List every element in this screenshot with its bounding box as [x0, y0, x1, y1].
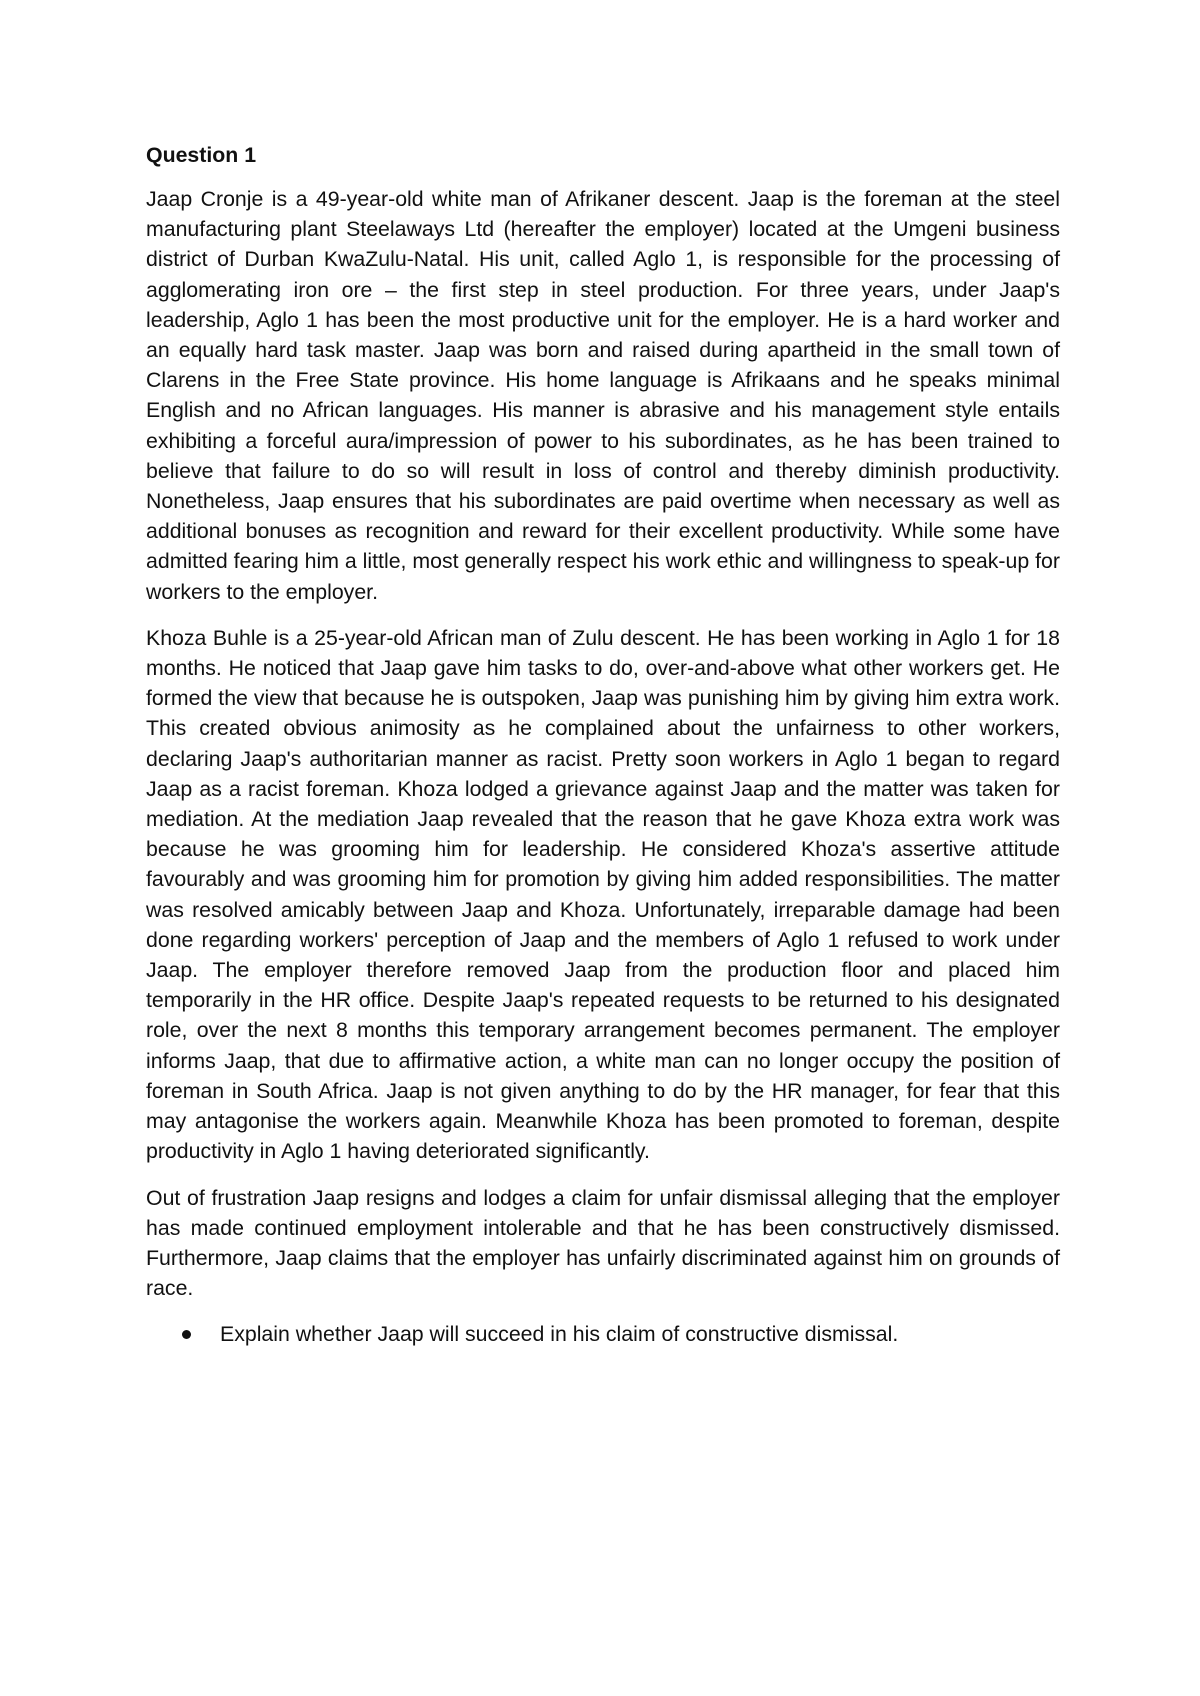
paragraph-khoza-grievance: Khoza Buhle is a 25-year-old African man of Zulu descent. He has been working in Aglo 1 for 18 months. He noticed that Jaap gave him tasks to do, over-and-above what other workers get. He formed the view that because he is outspoken, Jaap was punishing him by giving him extra work. This created obvious animosity as he complained about the unfairness to other workers, declaring Jaap's authoritarian manner as racist. Pretty soon workers in Aglo 1 began to regard Jaap as a racist foreman. Khoza lodged a grievance against Jaap and the matter was taken for mediation. At the mediation Jaap revealed that the reason that he gave Khoza extra work was because he was grooming him for leadership. He considered Khoza's assertive attitude favourably and was grooming him for promotion by giving him added responsibilities. The matter was resolved amicably between Jaap and Khoza. Unfortunately, irreparable damage had been done regarding workers' perception of Jaap and the members of Aglo 1 refused to work under Jaap. The employer therefore removed Jaap from the production floor and placed him temporarily in the HR office. Despite Jaap's repeated requests to be returned to his designated role, over the next 8 months this temporary arrangement becomes permanent. The employer informs Jaap, that due to affirmative action, a white man can no longer occupy the position of foreman in South Africa. Jaap is not given anything to do by the HR manager, for fear that this may antagonise the workers again. Meanwhile Khoza has been promoted to foreman, despite productivity in Aglo 1 having deteriorated significantly. [146, 625, 1060, 1164]
list-item [146, 1319, 1060, 1349]
bullet-text: Explain whether Jaap will succeed in his claim of constructive dismissal. [220, 1322, 899, 1347]
bullet-icon [182, 1330, 191, 1339]
document-page [146, 140, 1060, 1350]
paragraph-jaap-background: Jaap Cronje is a 49-year-old white man of Afrikaner descent. Jaap is the foreman at the steel manufacturing plant Steelaways Ltd (hereafter the employer) located at the Umgeni business district of Durban KwaZulu-Natal. His unit, called Aglo 1, is responsible for the processing of agglomerating iron ore – the first step in steel production. For three years, under Jaap's leadership, Aglo 1 has been the most productive unit for the employer. He is a hard worker and an equally hard task master. Jaap was born and raised during apartheid in the small town of Clarens in the Free State province. His home language is Afrikaans and he speaks minimal English and no African languages. His manner is abrasive and his management style entails exhibiting a forceful aura/impression of power to his subordinates, as he has been trained to believe that failure to do so will result in loss of control and thereby diminish productivity. Nonetheless, Jaap ensures that his subordinates are paid overtime when necessary as well as additional bonuses as recognition and reward for their excellent productivity. While some have admitted fearing him a little, most generally respect his work ethic and willingness to speak-up for workers to the employer. [146, 187, 1060, 604]
question-bullet-list [146, 1319, 1060, 1349]
question-heading: Question 1 [146, 143, 257, 167]
paragraph-resignation-claim: Out of frustration Jaap resigns and lodges a claim for unfair dismissal alleging that the employer has made continued employment intolerable and that he has been constructively dismissed. Furthermore, Jaap claims that the employer has unfairly discriminated against him on grounds of race. [146, 1185, 1060, 1301]
